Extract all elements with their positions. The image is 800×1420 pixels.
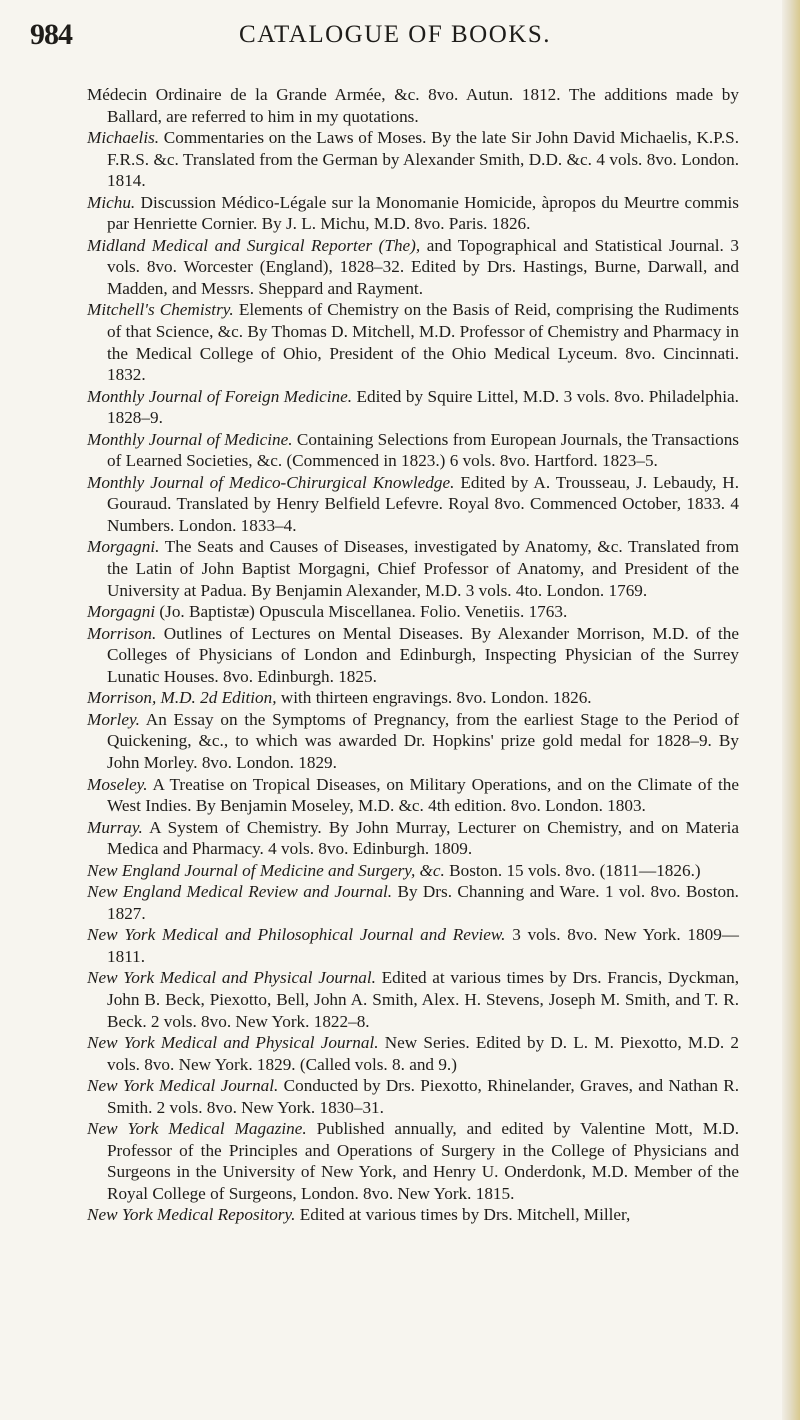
catalogue-entry xyxy=(87,1075,739,1118)
catalogue-entry xyxy=(87,817,739,860)
entry-text: 3 vols. 8vo. New York. 1809—1811. xyxy=(107,925,739,966)
catalogue-entry xyxy=(87,429,739,472)
catalogue-entry xyxy=(87,924,739,967)
entry-heading: Morgagni xyxy=(87,602,156,622)
entry-heading: Moseley. xyxy=(87,774,148,794)
entry-text: Outlines of Lectures on Mental Diseases. By Alexander Morrison, M.D. of the Colleges of Physicians of London and Edinburgh, Inspecting Physician of the Surrey Lunatic Houses. 8vo. Edinburgh. 1825. xyxy=(107,623,739,686)
entry-heading: Mitchell's Chemistry. xyxy=(87,300,234,320)
entry-text: Médecin Ordinaire de la Grande Armée, &c. 8vo. Autun. 1812. The additions made by Ballard, are referred to him in my quotations. xyxy=(87,85,739,126)
entry-text: Discussion Médico-Légale sur la Monomanie Homicide, àpropos du Meurtre commis par Henriette Cornier. By J. L. Michu, M.D. 8vo. Paris. 1826. xyxy=(107,192,739,234)
catalogue-entry xyxy=(87,967,739,1032)
catalogue-entry xyxy=(87,860,739,882)
entry-text: with thirteen engravings. 8vo. London. 1826. xyxy=(276,688,592,708)
catalogue-entry xyxy=(87,601,739,623)
entry-heading: New York Medical and Physical Journal. xyxy=(87,1033,379,1053)
entry-text: A System of Chemistry. By John Murray, Lecturer on Chemistry, and on Materia Medica and Pharmacy. 4 vols. 8vo. Edinburgh. 1809. xyxy=(107,817,739,859)
entry-heading: Murray. xyxy=(87,817,143,837)
entry-heading: Monthly Journal of Medicine. xyxy=(87,429,293,449)
catalogue-entry xyxy=(87,687,739,709)
entry-heading: Midland Medical and Surgical Reporter (The), xyxy=(87,235,421,255)
entry-text: Conducted by Drs. Piexotto, Rhinelander, Graves, and Nathan R. Smith. 2 vols. 8vo. New York. 1830–31. xyxy=(107,1076,739,1117)
entry-heading: New York Medical and Physical Journal. xyxy=(87,968,376,988)
catalogue-entry xyxy=(87,623,739,688)
catalogue-entry xyxy=(87,881,739,924)
catalogue-entry xyxy=(87,386,739,429)
entry-text: Commentaries on the Laws of Moses. By the late Sir John David Michaelis, K.P.S. F.R.S. &c. Translated from the German by Alexander Smith, D.D. &c. 4 vols. 8vo. London. 1814. xyxy=(107,128,739,191)
catalogue-entry xyxy=(87,235,739,300)
catalogue-entry xyxy=(87,1204,739,1226)
entry-text: Edited by Squire Littel, M.D. 3 vols. 8vo. Philadelphia. 1828–9. xyxy=(107,386,739,428)
entry-heading: Morgagni. xyxy=(87,537,160,557)
entry-text: Boston. 15 vols. 8vo. (1811—1826.) xyxy=(444,860,701,880)
entry-heading: Michaelis. xyxy=(87,128,160,148)
entry-heading: New York Medical and Philosophical Journal and Review. xyxy=(87,925,506,945)
catalogue-entry xyxy=(87,472,739,537)
entry-heading: New York Medical Magazine. xyxy=(87,1119,307,1139)
entry-heading: New England Medical Review and Journal. xyxy=(87,882,393,902)
entry-text: By Drs. Channing and Ware. 1 vol. 8vo. Boston. 1827. xyxy=(107,882,739,923)
catalogue-entry xyxy=(87,1032,739,1075)
entry-text: (Jo. Baptistæ) Opuscula Miscellanea. Folio. Venetiis. 1763. xyxy=(155,602,568,622)
entry-heading: Michu. xyxy=(87,192,136,212)
running-title: CATALOGUE OF BOOKS. xyxy=(239,21,551,48)
entry-text: Elements of Chemistry on the Basis of Reid, comprising the Rudiments of that Science, &c. By Thomas D. Mitchell, M.D. Professor of Chemistry and Pharmacy in the Medical College of Ohio, President of the Ohio Medical Lyceum. 8vo. Cincinnati. 1832. xyxy=(107,300,739,385)
catalogue-entry xyxy=(87,127,739,192)
entry-text: Edited by A. Trousseau, J. Lebaudy, H. Gouraud. Translated by Henry Belfield Lefevre. Royal 8vo. Commenced October, 1833. 4 Numbers. London. 1833–4. xyxy=(107,472,739,535)
entry-text: An Essay on the Symptoms of Pregnancy, from the earliest Stage to the Period of Quickening, &c., to which was awarded Dr. Hopkins' prize gold medal for 1828–9. By John Morley. 8vo. London. 1829. xyxy=(107,709,739,772)
catalogue-entry xyxy=(87,299,739,385)
entry-heading: Morrison, M.D. 2d Edition, xyxy=(87,688,277,708)
entry-text: The Seats and Causes of Diseases, investigated by Anatomy, &c. Translated from the Latin of John Baptist Morgagni, Chief Professor of Anatomy, and President of the University at Padua. By Benjamin Alexander, M.D. 3 vols. 4to. London. 1769. xyxy=(107,537,739,600)
catalogue-entry xyxy=(87,84,739,127)
entry-text: Published annually, and edited by Valentine Mott, M.D. Professor of the Principles and Operations of Surgery in the College of Physicians and Surgeons in the University of New York, and Henry U. Onderdonk, M.D. Member of the Royal College of Surgeons, London. 8vo. New York. 1815. xyxy=(107,1119,739,1203)
entry-heading: New York Medical Repository. xyxy=(87,1205,296,1225)
catalogue-entry xyxy=(87,192,739,235)
entry-text: Edited at various times by Drs. Mitchell, Miller, xyxy=(295,1205,631,1225)
entry-heading: Monthly Journal of Foreign Medicine. xyxy=(87,386,353,406)
entry-heading: Monthly Journal of Medico-Chirurgical Knowledge. xyxy=(87,472,455,492)
entry-heading: Morley. xyxy=(87,709,140,729)
entry-text: and Topographical and Statistical Journal. 3 vols. 8vo. Worcester (England), 1828–32. Edited by Drs. Hastings, Burne, Darwall, and Madden, and Messrs. Sheppard and Rayment. xyxy=(107,235,739,298)
page-number: 984 xyxy=(30,18,72,51)
entry-heading: Morrison. xyxy=(87,623,157,643)
catalogue-entry xyxy=(87,1118,739,1204)
entry-heading: New York Medical Journal. xyxy=(87,1076,279,1096)
page-header xyxy=(30,18,760,54)
catalogue-entry xyxy=(87,709,739,774)
entry-heading: New England Journal of Medicine and Surgery, &c. xyxy=(87,860,445,880)
catalogue-entry xyxy=(87,774,739,817)
page-edge xyxy=(782,0,800,1420)
catalogue-entry xyxy=(87,536,739,601)
entry-text: A Treatise on Tropical Diseases, on Military Operations, and on the Climate of the West Indies. By Benjamin Moseley, M.D. &c. 4th edition. 8vo. London. 1803. xyxy=(107,774,739,816)
entry-text: Edited at various times by Drs. Francis, Dyckman, John B. Beck, Piexotto, Bell, John A. Smith, Alex. H. Stevens, Joseph M. Smith, and T. R. Beck. 2 vols. 8vo. New York. 1822–8. xyxy=(107,968,739,1031)
entry-text: Containing Selections from European Journals, the Transactions of Learned Societies, &c. (Commenced in 1823.) 6 vols. 8vo. Hartford. 1823–5. xyxy=(107,429,739,471)
catalogue-entries xyxy=(87,84,739,1226)
entry-text: New Series. Edited by D. L. M. Piexotto, M.D. 2 vols. 8vo. New York. 1829. (Called vols. 8. and 9.) xyxy=(107,1033,739,1074)
